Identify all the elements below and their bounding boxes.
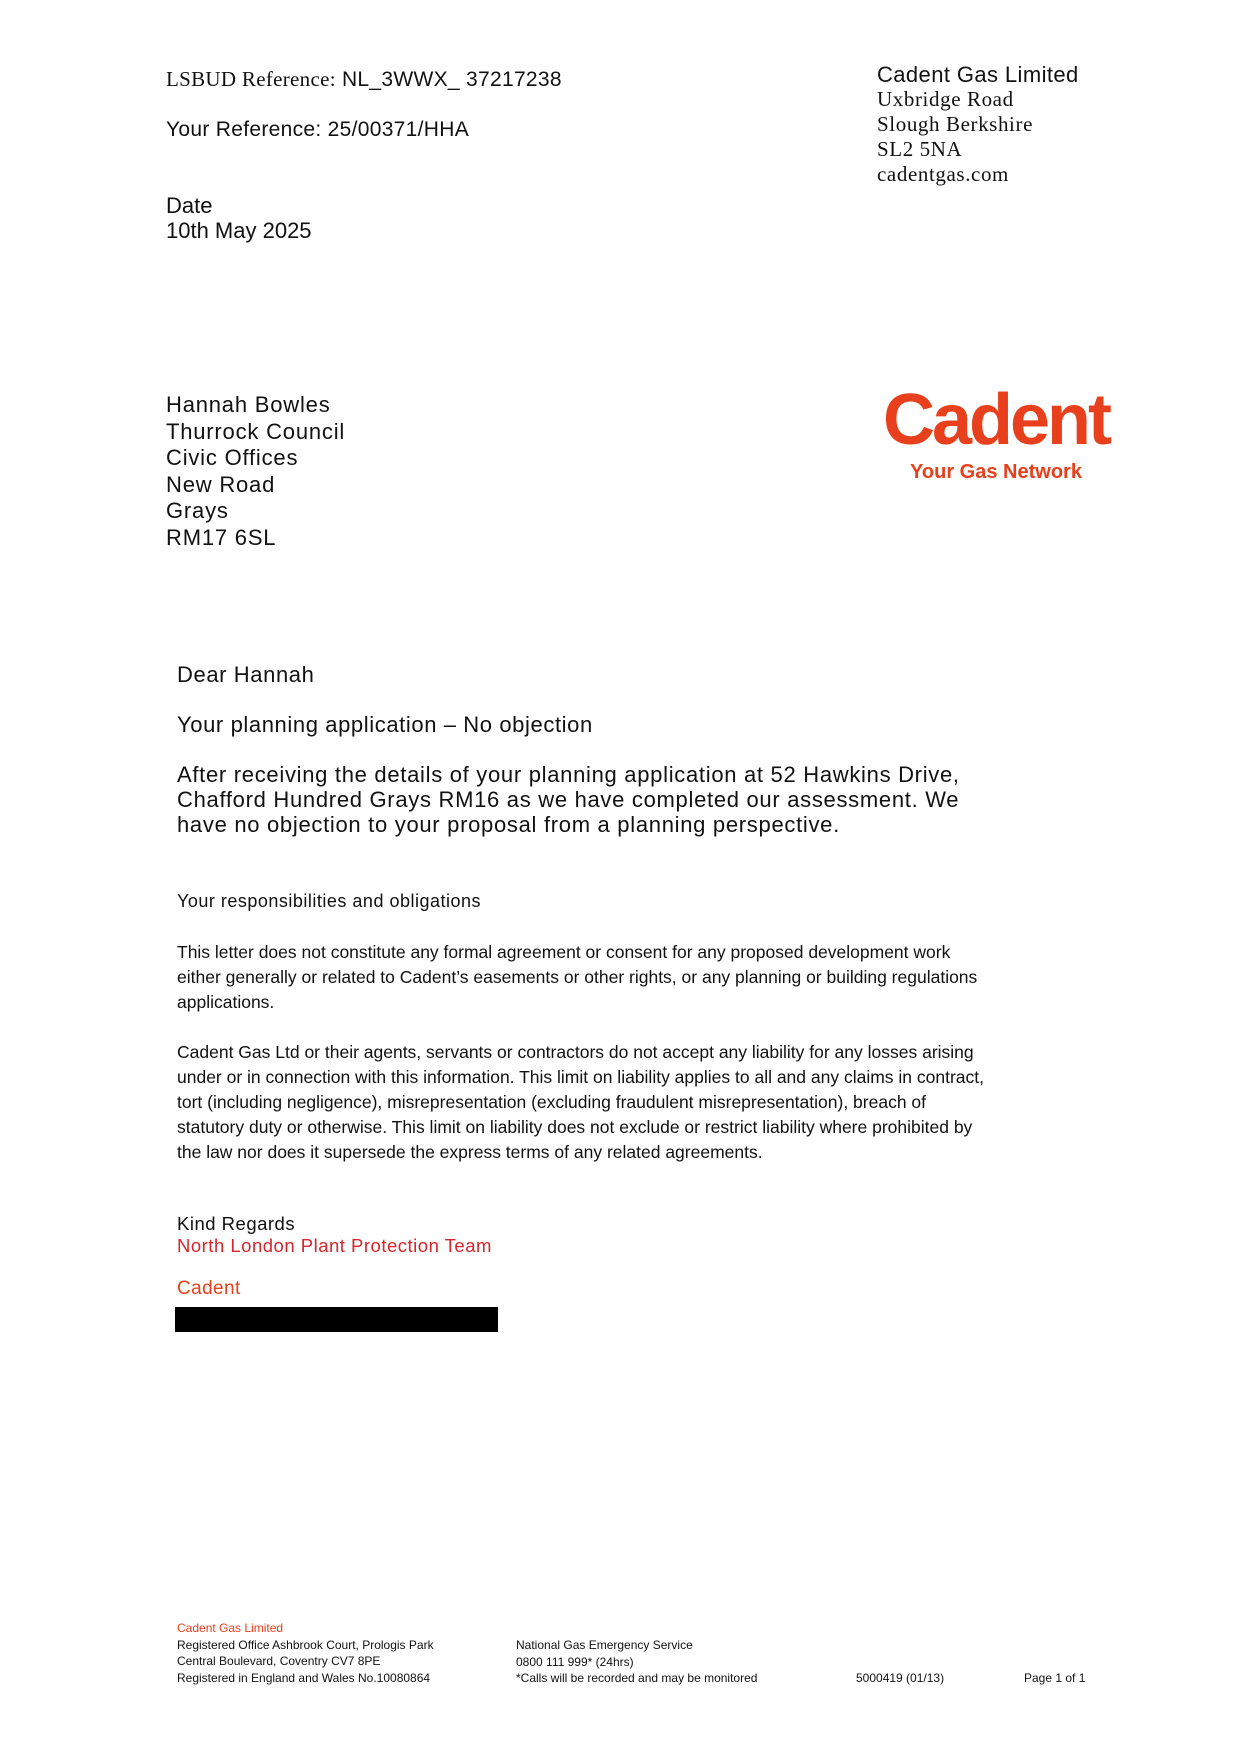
letter-intro: After receiving the details of your planning application at 52 Hawkins Drive, Chafford Hundred Grays RM16 as we have completed our assessment. We have no objection to your proposal from a planning perspective. <box>177 762 960 837</box>
recipient-address-line: Grays <box>166 498 229 523</box>
footer-emergency-line: National Gas Emergency Service <box>516 1638 693 1652</box>
team-name: North London Plant Protection Team <box>177 1235 492 1256</box>
sender-company: Cadent Gas Limited <box>877 62 1079 87</box>
your-reference-value: 25/00371/HHA <box>327 118 470 141</box>
recipient-address-line: New Road <box>166 471 276 497</box>
recipient-address-line: Civic Offices <box>166 445 299 470</box>
paragraph-liability: Cadent Gas Ltd or their agents, servants or contractors do not accept any liability for any losses arising under or in connection with this information. This limit on liability applies to all and any claims in contract, tort (including negligence), misrepresentation (excluding fraudulent misrepresentation), breach of statutory duty or otherwise. This limit on liability does not exclude or restrict liability where prohibited by the law nor does it supersede the express terms of any related agreements. <box>177 1042 985 1162</box>
your-reference <box>166 118 469 142</box>
recipient-name: Hannah Bowles <box>166 392 331 417</box>
footer-office-line: Registered in England and Wales No.10080864 <box>177 1670 431 1685</box>
recipient-postcode: RM17 6SL <box>166 524 277 550</box>
footer-office-line: Central Boulevard, Coventry CV7 8PE <box>177 1654 381 1668</box>
salutation: Dear Hannah <box>177 662 315 687</box>
paragraph-consent: This letter does not constitute any formal agreement or consent for any proposed development work either generally or related to Cadent’s easements or other rights, or any planning or building regulations applications. <box>177 942 978 1012</box>
date-value: 10th May 2025 <box>166 218 312 243</box>
footer-emergency-note: *Calls will be recorded and may be monitored <box>516 1671 758 1685</box>
date-label: Date <box>166 193 213 218</box>
footer-office-line: Registered Office Ashbrook Court, Prologis Park <box>177 1637 434 1652</box>
redaction-bar <box>175 1307 498 1332</box>
footer-form-code: 5000419 (01/13) <box>856 1671 945 1685</box>
footer-company: Cadent Gas Limited <box>177 1621 284 1635</box>
your-reference-label: Your Reference: <box>166 118 322 141</box>
responsibilities-heading: Your responsibilities and obligations <box>177 891 482 911</box>
closing: Kind Regards <box>177 1213 296 1234</box>
footer-emergency <box>516 1637 757 1687</box>
lsbud-reference-label: LSBUD Reference: <box>166 67 336 91</box>
sender-address-line: Slough Berkshire <box>877 112 1034 136</box>
cadent-logo <box>876 380 1116 484</box>
sender-address-line: Uxbridge Road <box>877 87 1014 111</box>
sender-address <box>877 62 1079 187</box>
recipient-address <box>166 392 345 551</box>
lsbud-reference-value: NL_3WWX_ 37217238 <box>341 68 562 91</box>
footer-registered-office <box>177 1620 434 1686</box>
sender-address-line: SL2 5NA <box>877 137 963 161</box>
footer-page-number: Page 1 of 1 <box>1024 1671 1086 1685</box>
logo-tagline: Your Gas Network <box>910 461 1082 483</box>
signature-company: Cadent <box>177 1278 241 1299</box>
lsbud-reference <box>166 67 562 92</box>
recipient-organisation: Thurrock Council <box>166 418 346 444</box>
logo-wordmark: Cadent <box>882 380 1110 460</box>
footer-emergency-phone: 0800 111 999* (24hrs) <box>516 1654 634 1669</box>
letter-subject: Your planning application – No objection <box>177 712 593 737</box>
sender-website: cadentgas.com <box>877 162 1009 186</box>
letter-date <box>166 193 312 243</box>
